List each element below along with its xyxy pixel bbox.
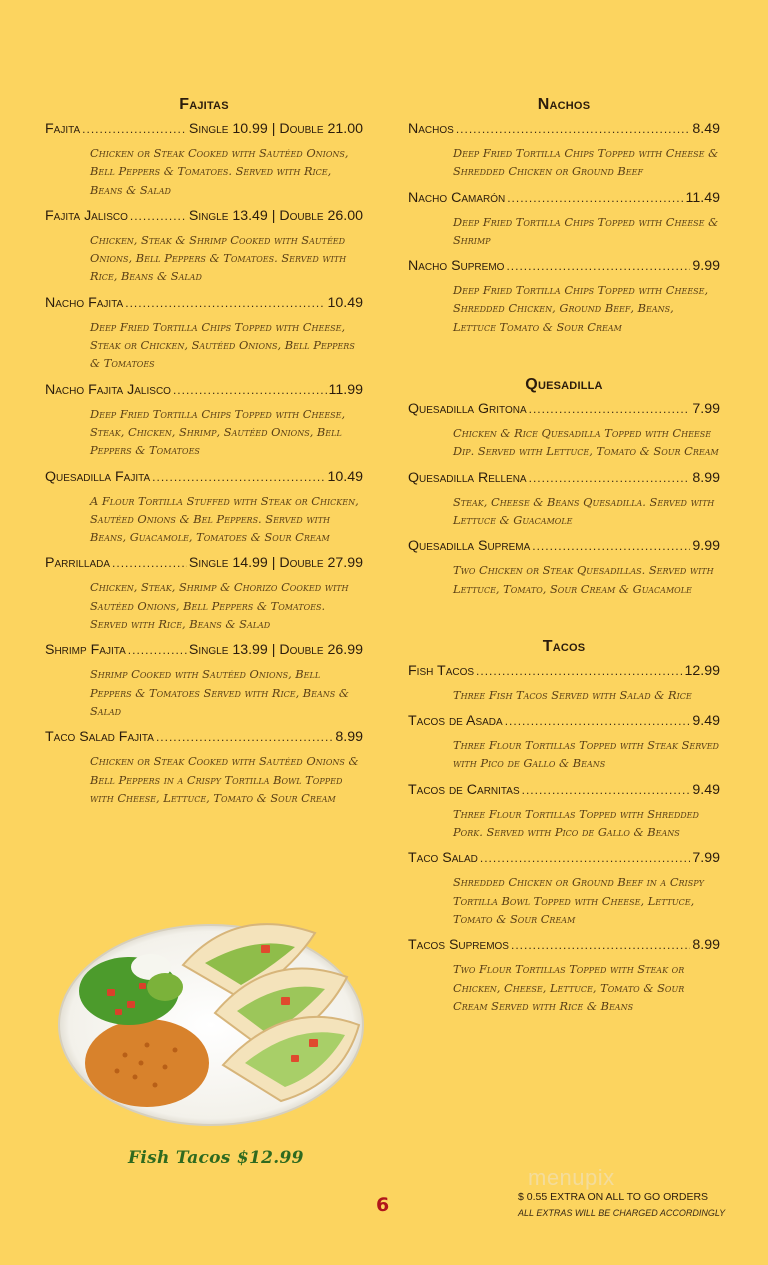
item-description: Shrimp Cooked with Sautéed Onions, Bell Peppers & Tomatoes Served with Rice, Beans & Salad: [90, 667, 350, 718]
item-price: 8.99: [692, 469, 720, 486]
leader-dots: [125, 294, 325, 312]
item-price: 9.99: [692, 538, 720, 555]
item-description: Shredded Chicken or Ground Beef in a Crispy Tortilla Bowl Topped with Cheese, Lettuce, Tomato & Sour Cream: [453, 875, 704, 926]
leader-dots: [156, 728, 333, 746]
item-price: 9.49: [692, 713, 720, 730]
section-title-quesadilla: Quesadilla: [525, 376, 603, 394]
item-price: 8.99: [335, 729, 363, 746]
item-price: 10.49: [327, 468, 363, 485]
menu-item: [45, 468, 363, 547]
item-description: Chicken, Steak, Shrimp & Chorizo Cooked with Sautéed Onions, Bell Peppers & Tomatoes. Served with Rice, Beans & Salad: [90, 580, 349, 632]
section-title-tacos: Tacos: [542, 637, 586, 655]
section-spacer: [408, 606, 720, 638]
item-price: Single 14.99 | Double 27.99: [188, 555, 363, 572]
menu-item: [45, 120, 363, 199]
extras-note: ALL EXTRAS WILL BE CHARGED ACCORDINGLY: [518, 1208, 726, 1218]
leader-dots: [532, 537, 690, 555]
fish-tacos-plate-image: [55, 905, 367, 1137]
item-name: Quesadilla Fajita: [45, 468, 151, 485]
menu-item: [45, 641, 363, 720]
item-name: Quesadilla Gritona: [408, 401, 527, 418]
item-description: Deep Fried Tortilla Chips Topped with Cheese, Steak, Chicken, Shrimp, Sautéed Onions, Bell Peppers & Tomatoes: [90, 406, 346, 458]
leader-dots: [112, 554, 187, 572]
item-description: Chicken or Steak Cooked with Sautéed Onions & Bell Peppers in a Crispy Tortilla Bowl Topped with Cheese, Lettuce, Tomato & Sour Cream: [90, 754, 359, 805]
item-name: Tacos de Carnitas: [408, 781, 520, 798]
item-price: 7.99: [692, 401, 720, 418]
leader-dots: [152, 468, 325, 486]
leader-dots: [507, 189, 683, 207]
menu-item: [408, 781, 720, 842]
menu-item: [45, 728, 363, 807]
guacamole: [147, 973, 183, 1001]
item-name: Quesadilla Rellena: [408, 469, 527, 486]
leader-dots: [529, 400, 691, 418]
item-price: Single 13.49 | Double 26.00: [188, 207, 363, 224]
item-price: 11.49: [685, 189, 720, 206]
item-name: Nachos: [408, 121, 454, 137]
item-price: 8.99: [692, 937, 720, 954]
item-name: Fish Tacos: [408, 662, 475, 679]
item-price: Single 13.99 | Double 26.99: [188, 642, 363, 659]
menu-item: [408, 400, 720, 461]
item-name: Tacos Supremos: [408, 937, 509, 954]
menu-item: [408, 469, 720, 530]
leader-dots: [130, 207, 187, 225]
item-name: Nacho Supremo: [408, 258, 505, 275]
leader-dots: [128, 641, 187, 659]
leader-dots: [476, 662, 682, 680]
item-name: Quesadilla Suprema: [408, 538, 531, 555]
item-name: Parrillada: [45, 555, 111, 572]
page-number: 6: [376, 1194, 390, 1216]
menu-item: [408, 120, 720, 181]
leader-dots: [511, 936, 690, 954]
item-price: 10.49: [327, 294, 363, 311]
item-description: Chicken, Steak & Shrimp Cooked with Sautéed Onions, Bell Peppers & Tomatoes. Served with Rice, Beans & Salad: [90, 232, 347, 284]
menu-item: [45, 554, 363, 633]
item-price: Single 10.99 | Double 21.00: [188, 121, 363, 137]
item-price: 11.99: [328, 381, 363, 398]
menu-item: [45, 294, 363, 373]
item-name: Nacho Camarón: [408, 189, 506, 206]
menu-item: [45, 207, 363, 286]
item-name: Taco Salad: [408, 850, 478, 867]
menu-item: [45, 381, 363, 460]
item-description: Steak, Cheese & Beans Quesadilla. Served with Lettuce & Guacamole: [453, 494, 715, 527]
item-name: Nacho Fajita Jalisco: [45, 381, 171, 398]
item-description: Three Flour Tortillas Topped with Steak Served with Pico de Gallo & Beans: [453, 738, 719, 771]
item-description: Chicken & Rice Quesadilla Topped with Cheese Dip. Served with Lettuce, Tomato & Sour Cream: [453, 426, 719, 459]
photo-caption: Fish Tacos $12.99: [128, 1148, 304, 1168]
section-title-fajitas: Fajitas: [179, 96, 229, 113]
leader-dots: [82, 120, 187, 138]
watermark: menupix: [528, 1165, 615, 1190]
leader-dots: [456, 120, 691, 138]
item-name: Tacos de Asada: [408, 713, 503, 730]
item-description: Deep Fried Tortilla Chips Topped with Cheese, Shredded Chicken, Ground Beef, Beans, Lettuce Tomato & Sour Cream: [453, 283, 709, 334]
item-name: Taco Salad Fajita: [45, 729, 154, 746]
leader-dots: [505, 712, 691, 730]
item-price: 9.49: [692, 781, 720, 798]
item-description: Deep Fried Tortilla Chips Topped with Cheese, Steak or Chicken, Sautéed Onions, Bell Peppers & Tomatoes: [90, 319, 355, 371]
item-description: Two Chicken or Steak Quesadillas. Served with Lettuce, Tomato, Sour Cream & Guacamole: [453, 563, 714, 596]
rice: [85, 1019, 209, 1107]
item-price: 12.99: [684, 662, 720, 679]
item-description: Deep Fried Tortilla Chips Topped with Cheese & Shrimp: [453, 214, 719, 247]
fajitas-column: [45, 96, 363, 815]
menu-item: [408, 712, 720, 773]
item-description: Two Flour Tortillas Topped with Steak or Chicken, Cheese, Lettuce, Tomato & Sour Cream Served with Rice & Beans: [453, 962, 685, 1013]
item-description: Chicken or Steak Cooked with Sautéed Onions, Bell Peppers & Tomatoes. Served with Rice, Beans & Salad: [90, 146, 349, 197]
item-name: Nacho Fajita: [45, 294, 124, 311]
leader-dots: [480, 849, 691, 867]
section-spacer: [408, 344, 720, 376]
to-go-note: $ 0.55 EXTRA ON ALL TO GO ORDERS: [518, 1191, 709, 1203]
leader-dots: [529, 469, 691, 487]
item-description: A Flour Tortilla Stuffed with Steak or Chicken, Sautéed Onions & Bel Peppers. Served with Beans, Guacamole, Tomatoes & Sour Cream: [90, 493, 359, 545]
leader-dots: [506, 257, 690, 275]
item-name: Shrimp Fajita: [45, 642, 126, 659]
item-name: Fajita: [45, 121, 81, 137]
item-price: 8.49: [692, 121, 720, 137]
right-column: [408, 96, 720, 1023]
leader-dots: [173, 381, 327, 399]
menu-item: [408, 849, 720, 928]
menu-item: [408, 936, 720, 1015]
item-price: 9.99: [692, 258, 720, 275]
menu-item: [408, 189, 720, 250]
item-description: Deep Fried Tortilla Chips Topped with Cheese & Shredded Chicken or Ground Beef: [453, 146, 719, 179]
item-name: Fajita Jalisco: [45, 207, 128, 224]
item-price: 7.99: [692, 850, 720, 867]
item-description: Three Fish Tacos Served with Salad & Rice: [453, 687, 692, 702]
menu-item: [408, 257, 720, 336]
leader-dots: [522, 781, 691, 799]
section-title-nachos: Nachos: [537, 96, 591, 113]
menu-item: [408, 537, 720, 598]
menu-item: [408, 662, 720, 704]
item-description: Three Flour Tortillas Topped with Shredded Pork. Served with Pico de Gallo & Beans: [453, 806, 699, 840]
